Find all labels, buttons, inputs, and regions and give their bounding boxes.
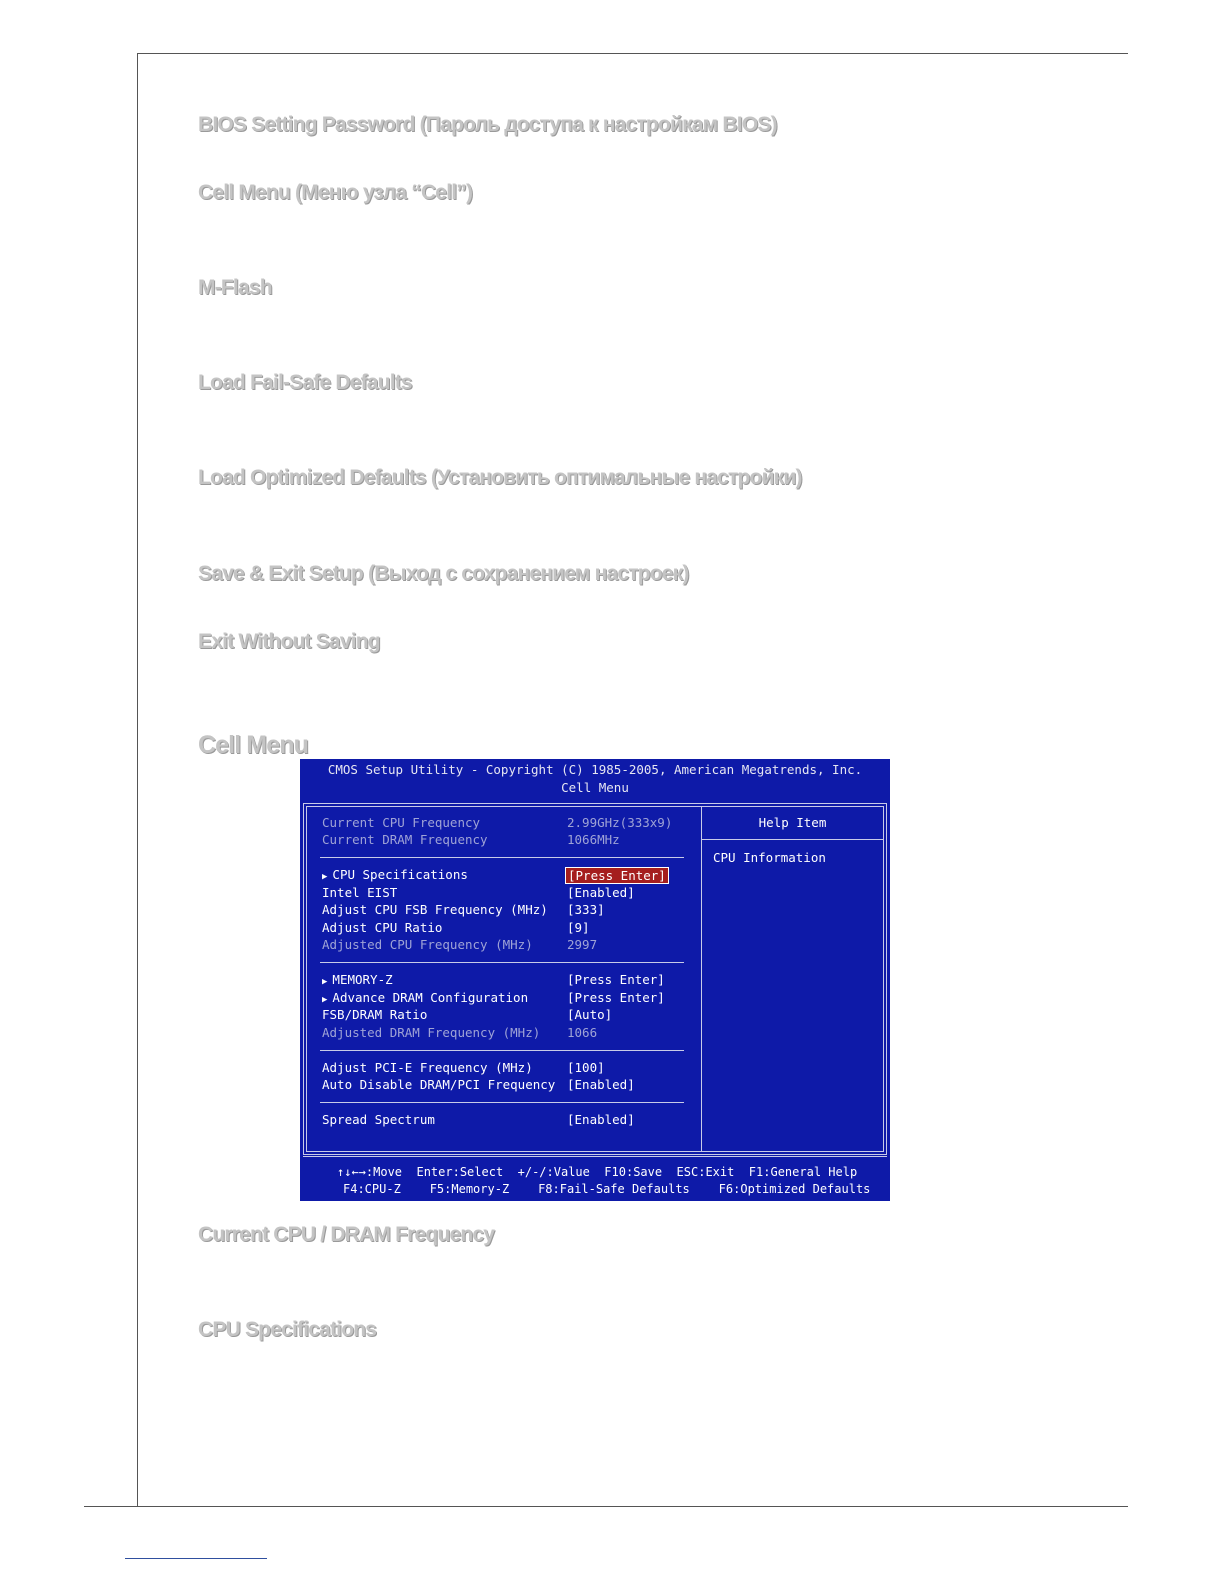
row-label: Adjusted CPU Frequency (MHz) bbox=[322, 937, 533, 952]
bios-divider bbox=[320, 1102, 684, 1103]
row-auto-disable-dram-pci[interactable] bbox=[322, 1077, 692, 1094]
row-memory-z[interactable] bbox=[322, 972, 692, 989]
page-left-rule bbox=[137, 53, 138, 1507]
heading-bios-setting-password: BIOS Setting Password (Пароль доступа к настройкам BIOS) bbox=[198, 113, 777, 136]
row-label: Adjust PCI-E Frequency (MHz) bbox=[322, 1060, 533, 1075]
row-label: Current CPU Frequency bbox=[322, 815, 481, 830]
footer-link-underline[interactable] bbox=[125, 1558, 267, 1559]
row-label: Current DRAM Frequency bbox=[322, 832, 488, 847]
row-value[interactable]: [Press Enter] bbox=[567, 990, 665, 1005]
submenu-arrow-icon: ▶ bbox=[322, 872, 328, 882]
row-cpu-specifications[interactable] bbox=[322, 867, 692, 884]
heading-cell-menu: Cell Menu (Меню узла “Cell”) bbox=[198, 181, 473, 204]
row-value[interactable]: [Auto] bbox=[567, 1007, 613, 1022]
heading-exit-without-saving: Exit Without Saving bbox=[198, 630, 380, 653]
row-value[interactable]: [Enabled] bbox=[567, 885, 635, 900]
section-title: Cell Menu bbox=[198, 731, 308, 759]
row-value[interactable]: [333] bbox=[567, 902, 605, 917]
row-advance-dram[interactable] bbox=[322, 990, 692, 1007]
bios-title-line1: CMOS Setup Utility - Copyright (C) 1985-2005, American Megatrends, Inc. bbox=[327, 762, 863, 777]
bios-divider bbox=[320, 962, 684, 963]
row-label: Adjusted DRAM Frequency (MHz) bbox=[322, 1025, 541, 1040]
row-intel-eist[interactable] bbox=[322, 885, 692, 902]
page-bottom-rule bbox=[84, 1506, 1128, 1507]
bios-help-separator bbox=[701, 806, 702, 1152]
row-fsb-dram-ratio[interactable] bbox=[322, 1007, 692, 1024]
row-label-wrap bbox=[322, 990, 528, 1005]
row-value[interactable]: [100] bbox=[567, 1060, 605, 1075]
row-adjust-cpu-fsb[interactable] bbox=[322, 902, 692, 919]
page-top-rule bbox=[138, 53, 1128, 54]
row-label: FSB/DRAM Ratio bbox=[322, 1007, 428, 1022]
row-label: MEMORY-Z bbox=[332, 972, 393, 987]
row-adjust-pcie[interactable] bbox=[322, 1060, 692, 1077]
heading-cpu-specifications: CPU Specifications bbox=[198, 1318, 377, 1341]
row-label-wrap bbox=[322, 972, 393, 987]
row-label: Advance DRAM Configuration bbox=[332, 990, 529, 1005]
row-label: Adjust CPU FSB Frequency (MHz) bbox=[322, 902, 548, 917]
bios-divider bbox=[320, 857, 684, 858]
row-current-dram-frequency bbox=[322, 832, 692, 849]
bios-title-line2: Cell Menu bbox=[561, 780, 629, 795]
heading-save-exit: Save & Exit Setup (Выход с сохранением настроек) bbox=[198, 562, 689, 585]
bios-keys-line1: ↑↓←→:Move Enter:Select +/-/:Value F10:Save ESC:Exit F1:General Help bbox=[337, 1165, 858, 1179]
row-adjusted-cpu-frequency bbox=[322, 937, 692, 954]
bios-help-title-rule bbox=[702, 839, 883, 840]
row-adjust-cpu-ratio[interactable] bbox=[322, 920, 692, 937]
bios-screenshot bbox=[300, 759, 890, 1201]
row-value[interactable]: [Press Enter] bbox=[567, 972, 665, 987]
heading-load-optimized: Load Optimized Defaults (Установить оптимальные настройки) bbox=[198, 466, 802, 489]
row-value[interactable]: [9] bbox=[567, 920, 590, 935]
bios-divider bbox=[320, 1050, 684, 1051]
bios-keys-rule bbox=[303, 1156, 887, 1157]
row-value: 1066 bbox=[567, 1025, 598, 1040]
row-value: 2997 bbox=[567, 937, 598, 952]
row-label: Adjust CPU Ratio bbox=[322, 920, 443, 935]
help-item-text: CPU Information bbox=[713, 850, 826, 865]
submenu-arrow-icon: ▶ bbox=[322, 977, 328, 987]
submenu-arrow-icon: ▶ bbox=[322, 995, 328, 1005]
row-label: Spread Spectrum bbox=[322, 1112, 435, 1127]
row-label-wrap bbox=[322, 867, 468, 882]
row-value: 2.99GHz(333x9) bbox=[567, 815, 673, 830]
bios-keys-line2: F4:CPU-Z F5:Memory-Z F8:Fail-Safe Defaults F6:Optimized Defaults bbox=[343, 1182, 871, 1196]
row-value: 1066MHz bbox=[567, 832, 620, 847]
heading-m-flash: M-Flash bbox=[198, 276, 272, 299]
row-value-selected[interactable]: [Press Enter] bbox=[565, 867, 669, 884]
row-value[interactable]: [Enabled] bbox=[567, 1077, 635, 1092]
row-label: Intel EIST bbox=[322, 885, 398, 900]
heading-load-fail-safe: Load Fail-Safe Defaults bbox=[198, 371, 412, 394]
row-label: Auto Disable DRAM/PCI Frequency bbox=[322, 1077, 556, 1092]
help-item-title: Help Item bbox=[758, 815, 827, 830]
row-label: CPU Specifications bbox=[332, 867, 468, 882]
row-current-cpu-frequency bbox=[322, 815, 692, 832]
row-adjusted-dram-frequency bbox=[322, 1025, 692, 1042]
row-value[interactable]: [Enabled] bbox=[567, 1112, 635, 1127]
row-spread-spectrum[interactable] bbox=[322, 1112, 692, 1129]
heading-current-cpu-dram-frequency: Current CPU / DRAM Frequency bbox=[198, 1223, 495, 1246]
